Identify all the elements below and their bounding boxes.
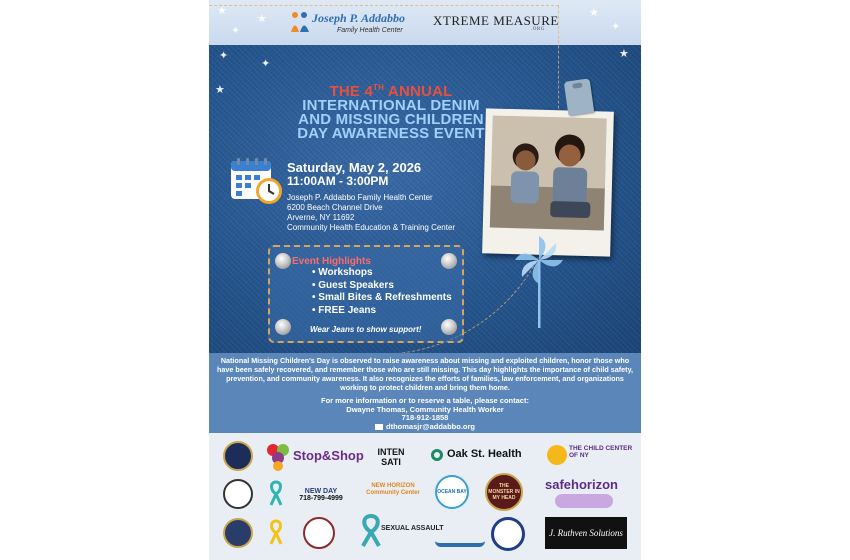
description-band	[209, 353, 641, 433]
clip-icon	[564, 78, 594, 115]
sponsor-logos	[209, 433, 641, 560]
annual-label: THE 4TH ANNUAL	[329, 83, 453, 100]
event-flyer	[209, 0, 641, 560]
oak-street-icon	[431, 449, 443, 461]
address-line: Joseph P. Addabbo Family Health Center	[287, 193, 433, 202]
star-icon: ✦	[219, 50, 229, 62]
stop-shop-logo: Stop&Shop	[293, 448, 364, 463]
star-icon: ★	[619, 48, 629, 60]
email-icon	[375, 424, 383, 430]
star-icon: ★	[589, 7, 599, 19]
event-title	[271, 81, 511, 141]
event-time: 11:00AM - 3:00PM	[287, 174, 389, 188]
district-attorney-seal	[491, 517, 525, 551]
ocean-bay-logo: OCEAN BAY	[435, 475, 469, 509]
highlights-heading: Event Highlights	[292, 256, 371, 267]
gold-ribbon-icon	[269, 519, 283, 545]
contact-info	[215, 397, 635, 431]
contact-email[interactable]: dthomasjr@addabbo.org	[386, 421, 475, 431]
seal-logo	[223, 479, 253, 509]
new-day-name: NEW DAY	[304, 488, 338, 495]
star-icon: ✦	[261, 58, 271, 70]
description-text: National Missing Children's Day is observed to raise awareness about missing and exploited children, honor those who have been safely recovered, and remember those who are still missing. This day highlights the importance of child safety, prevention, and community awareness. It also recognizes the efforts of families, law enforcement, and organizations working to protect children and bring them home.	[216, 356, 634, 392]
star-icon: ✦	[231, 25, 241, 37]
new-day-logo	[293, 479, 349, 511]
rivet-icon	[441, 319, 457, 335]
rivet-icon	[275, 319, 291, 335]
safe-horizon-banner	[555, 494, 613, 508]
addabbo-name: Joseph P. Addabbo	[312, 11, 406, 25]
addabbo-subtitle: Family Health Center	[337, 27, 403, 34]
wear-jeans-note: Wear Jeans to show support!	[310, 325, 422, 334]
title-line: AND MISSING CHILDREN	[298, 111, 484, 128]
stop-shop-icon	[265, 442, 291, 472]
address-line: 6200 Beach Channel Drive	[287, 203, 383, 212]
highlights-list	[312, 267, 452, 317]
star-icon: ★	[215, 84, 225, 96]
title-line: DAY AWARENESS EVENT	[297, 125, 485, 142]
xtreme-measure-name: XTREME MEASURE	[433, 13, 559, 28]
highlight-item: • Workshops	[312, 267, 452, 280]
highlight-item: • Small Bites & Refreshments	[312, 292, 452, 305]
star-icon: ★	[257, 13, 267, 25]
address-line: Arverne, NY 11692	[287, 213, 355, 222]
rivet-icon	[275, 253, 291, 269]
child-center-logo: THE CHILD CENTER OF NY	[569, 445, 633, 459]
star-icon: ★	[217, 5, 227, 17]
highlight-item: • Guest Speakers	[312, 280, 452, 293]
contact-phone[interactable]: 718-912-1858	[401, 413, 449, 422]
pinwheel-icon	[514, 230, 564, 330]
address-line: Community Health Education & Training Center	[287, 223, 456, 232]
inten-sati-logo: INTEN SATI	[377, 447, 405, 467]
teal-ribbon-icon	[359, 513, 383, 547]
safe-horizon-logo: safehorizon	[545, 477, 618, 492]
new-horizon-logo: NEW HORIZON Community Center	[366, 483, 420, 496]
signature-logo: J. Ruthven Solutions	[545, 517, 627, 549]
event-highlights-pocket	[268, 245, 464, 343]
star-icon: ✦	[611, 21, 621, 33]
contact-intro: For more information or to reserve a table, please contact:	[321, 396, 529, 405]
sexual-assault-logo: SEXUAL ASSAULT	[381, 525, 444, 532]
bridge-logo	[435, 521, 485, 547]
event-address	[287, 193, 455, 233]
xtreme-measure-suffix: .ORG	[531, 27, 545, 32]
event-date: Saturday, May 2, 2026	[287, 160, 422, 175]
highlight-item: • FREE Jeans	[312, 305, 452, 318]
ribbon-icon	[269, 480, 283, 506]
calendar-clock-icon	[229, 157, 285, 207]
eagle-seal-logo	[303, 517, 335, 549]
police-badge-logo	[223, 441, 253, 471]
denim-background	[209, 45, 641, 353]
children-photo-image	[490, 116, 607, 231]
title-line: INTERNATIONAL DENIM	[302, 97, 480, 114]
sun-icon	[547, 445, 567, 465]
monster-in-my-head-logo: THE MONSTER IN MY HEAD	[485, 473, 523, 511]
contact-person: Dwayne Thomas, Community Health Worker	[346, 404, 504, 414]
new-day-phone: 718-799-4999	[299, 495, 343, 502]
nypd-seal-logo	[223, 518, 253, 548]
contact-email-row	[215, 423, 635, 432]
oak-street-logo: Oak St. Health	[447, 448, 522, 460]
